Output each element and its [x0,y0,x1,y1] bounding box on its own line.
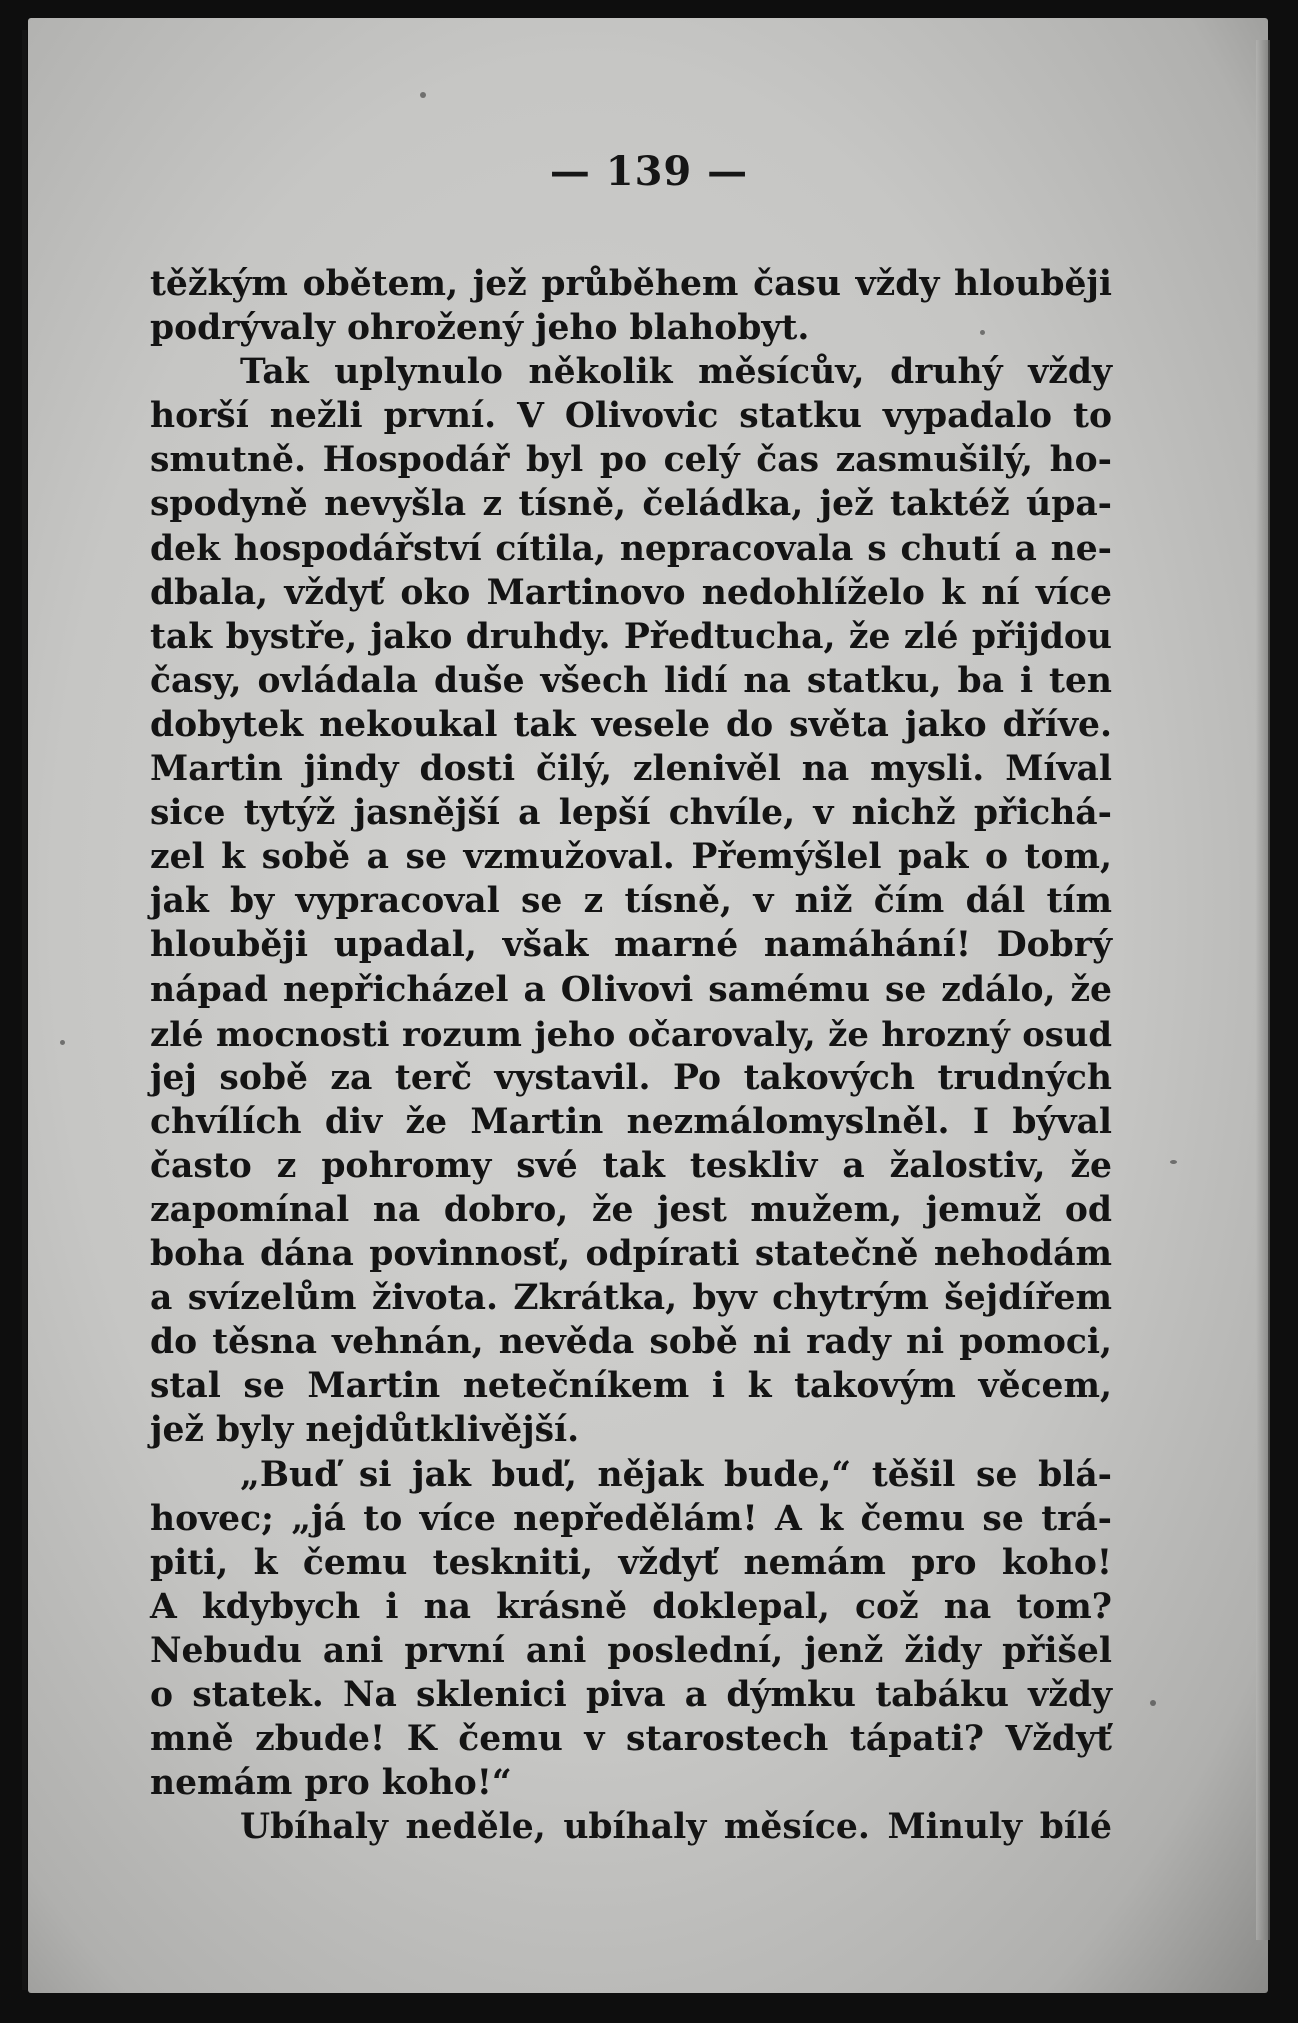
text-line: piti, k čemu teskniti, vždyť nemám pro koho! [150,1542,1112,1583]
text-line: boha dána povinnosť, odpírati statečně nehodám [150,1234,1112,1275]
text-line: často z pohromy své tak teskliv a žalostiv, že [150,1145,1112,1186]
text-line: „Buď si jak buď, nějak bude,“ těšil se blá- [240,1454,1112,1495]
text-line: o statek. Na sklenici piva a dýmku tabáku vždy [150,1675,1112,1715]
text-line: tak bystře, jako druhdy. Předtucha, že zlé přijdou [150,616,1112,657]
text-line: do těsna vehnán, nevěda sobě ni rady ni pomoci, [150,1322,1112,1363]
ink-speck [1170,1160,1177,1164]
text-line: jak by vypracoval se z tísně, v niž čím dál tím [150,881,1112,922]
text-line: a svízelům života. Zkrátka, byv chytrým šejdířem [150,1278,1112,1319]
text-line: smutně. Hospodář byl po celý čas zasmušilý, ho- [150,440,1112,481]
text-line: hovec; „já to více nepředělám! A k čemu se trá- [150,1498,1112,1539]
text-line: Tak uplynulo několik měsícův, druhý vždy [240,352,1112,393]
text-line: dobytek nekoukal tak vesele do světa jako dříve. [150,704,1112,745]
text-line: zlé mocnosti rozum jeho očarovaly, že hrozný osud [150,1013,1112,1054]
body-text [150,262,1112,1849]
page-edge-shadow-right [1256,40,1270,1940]
ink-speck [60,1040,65,1045]
text-line: jej sobě za terč vystavil. Po takových trudných [150,1057,1112,1098]
text-line: mně zbude! K čemu v starostech tápati? Vždyť [150,1719,1112,1760]
text-line: nápad nepřicházel a Olivovi samému se zdálo, že [150,969,1112,1010]
text-line: jež byly nejdůtklivější. [150,1410,580,1451]
text-line: Nebudu ani první ani poslední, jenž židy přišel [150,1630,1112,1671]
text-line: A kdybych i na krásně doklepal, což na tom? [150,1586,1112,1627]
text-line: zel k sobě a se vzmužoval. Přemýšlel pak o tom, [150,837,1112,878]
text-line: podrývaly ohrožený jeho blahobyt. [150,308,810,349]
text-line: Ubíhaly neděle, ubíhaly měsíce. Minuly bílé [240,1807,1112,1848]
page-number: — 139 — [549,148,749,195]
text-line: těžkým obětem, jež průběhem času vždy hlouběji [150,264,1112,304]
text-line: sice tytýž jasnější a lepší chvíle, v nichž přichá- [150,793,1112,834]
ink-speck [1150,1700,1156,1706]
text-line: spodyně nevyšla z tísně, čeládka, jež taktéž úpa- [150,484,1112,525]
page-edge-left [22,30,27,1990]
text-line: zapomínal na dobro, že jest mužem, jemuž od [150,1189,1112,1230]
text-line: stal se Martin netečníkem i k takovým věcem, [150,1366,1112,1407]
text-line: horší nežli první. V Olivovic statku vypadalo to [150,396,1112,437]
text-line: nemám pro koho!“ [150,1763,512,1804]
text-line: hlouběji upadal, však marné namáhání! Dobrý [150,925,1112,966]
text-line: dek hospodářství cítila, nepracovala s chutí a ne- [150,528,1112,569]
ink-speck [420,92,426,98]
text-line: dbala, vždyť oko Martinovo nedohlíželo k ní více [150,572,1112,613]
text-line: chvílích div že Martin nezmálomyslněl. I býval [150,1101,1112,1142]
text-line: Martin jindy dosti čilý, zlenivěl na mysli. Míval [150,749,1112,790]
text-line: časy, ovládala duše všech lidí na statku, ba i ten [150,660,1112,701]
